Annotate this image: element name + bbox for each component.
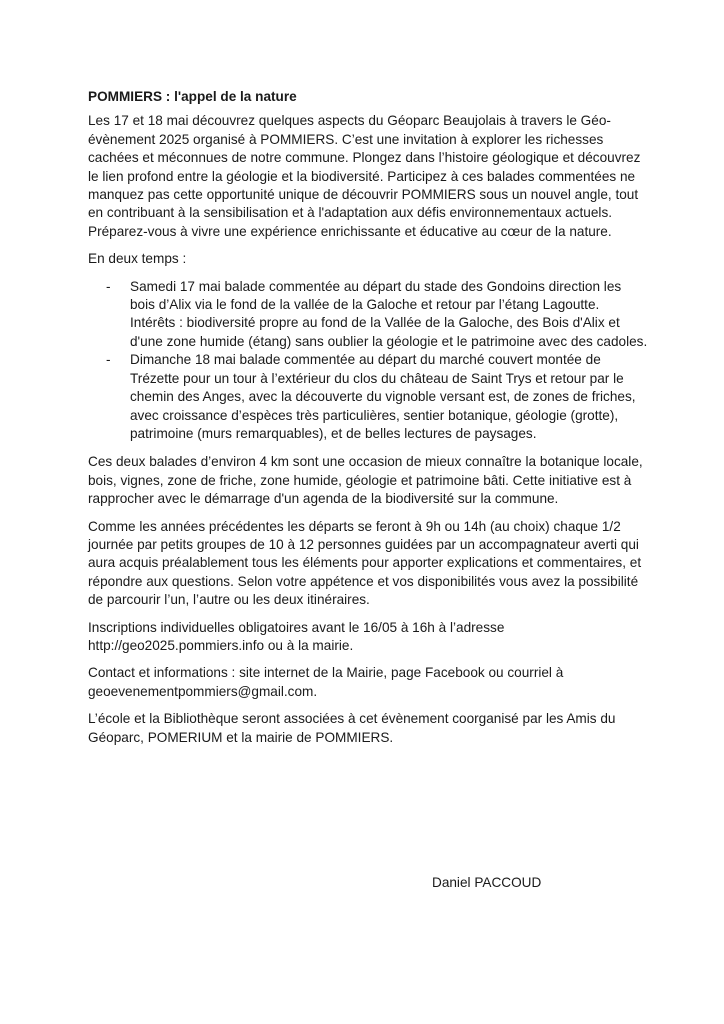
list-item (88, 278, 648, 352)
departs-paragraph: Comme les années précédentes les départs se feront à 9h ou 14h (au choix) chaque 1/2 journée par petits groupes de 10 à 12 personnes guidées par un accompagnateur averti qui aura acquis préalablement tous les éléments pour apporter explications et commentaires, et répondre aux questions. Selon votre appétence et vos disponibilités vous avez la possibilité de parcourir l’un, l’autre ou les deux itinéraires. (88, 518, 642, 608)
two-times-paragraph: En deux temps : (88, 251, 187, 267)
signature: Daniel PACCOUD (432, 875, 542, 890)
ecole-paragraph: L’école et la Bibliothèque seront associées à cet évènement coorganisé par les Amis du Géoparc, POMERIUM et la mairie de POMMIERS. (88, 711, 616, 745)
walks-list (88, 278, 648, 444)
inscriptions-paragraph: Inscriptions individuelles obligatoires avant le 16/05 à 16h à l’adresse http://geo2025.pommiers.info ou à la mairie. (88, 619, 505, 653)
walk-sunday-text: Dimanche 18 mai balade commentée au départ du marché couvert montée de Trézette pour un tour à l’extérieur du clos du château de Saint Trys et retour par le chemin des Anges, avec la découverte du vignoble versant est, de zones de friches, avec croissance d’espèces très particulières, sentier botanique, géologie (grotte), patrimoine (murs remarquables), et de belles lectures de paysages. (130, 352, 636, 441)
dash-bullet: - (106, 352, 111, 368)
document-body (88, 88, 648, 756)
intro-paragraph: Les 17 et 18 mai découvrez quelques aspects du Géoparc Beaujolais à travers le Géo-évènement 2025 organisé à POMMIERS. C’est une invitation à explorer les richesses cachées et méconnues de notre commune. Plongez dans l’histoire géologique et découvrez le lien profond entre la géologie et la biodiversité. Participez à ces balades commentées ne manquez pas cette opportunité unique de découvrir POMMIERS sous un nouvel angle, tout en contribuant à la sensibilisation et à l'adaptation aux défis environnementaux actuels. Préparez-vous à vivre une expérience enrichissante et éducative au cœur de la nature. (88, 113, 641, 239)
contact-paragraph: Contact et informations : site internet de la Mairie, page Facebook ou courriel à geoevenementpommiers@gmail.com. (88, 665, 564, 699)
list-item (88, 351, 648, 443)
walk-saturday-text: Samedi 17 mai balade commentée au départ du stade des Gondoins direction les bois d’Alix via le fond de la vallée de la Galoche et retour par l’étang Lagoutte. Intérêts : biodiversité propre au fond de la Vallée de la Galoche, des Bois d'Alix et d'une zone humide (étang) sans oublier la géologie et le patrimoine avec des cadoles. (130, 278, 648, 349)
document-title: POMMIERS : l'appel de la nature (88, 89, 297, 104)
balades-paragraph: Ces deux balades d’environ 4 km sont une occasion de mieux connaître la botanique locale, bois, vignes, zone de friche, zone humide, géologie et patrimoine bâti. Cette initiative est à rapprocher avec le démarrage d'un agenda de la biodiversité sur la commune. (88, 454, 643, 507)
dash-bullet: - (106, 278, 111, 294)
